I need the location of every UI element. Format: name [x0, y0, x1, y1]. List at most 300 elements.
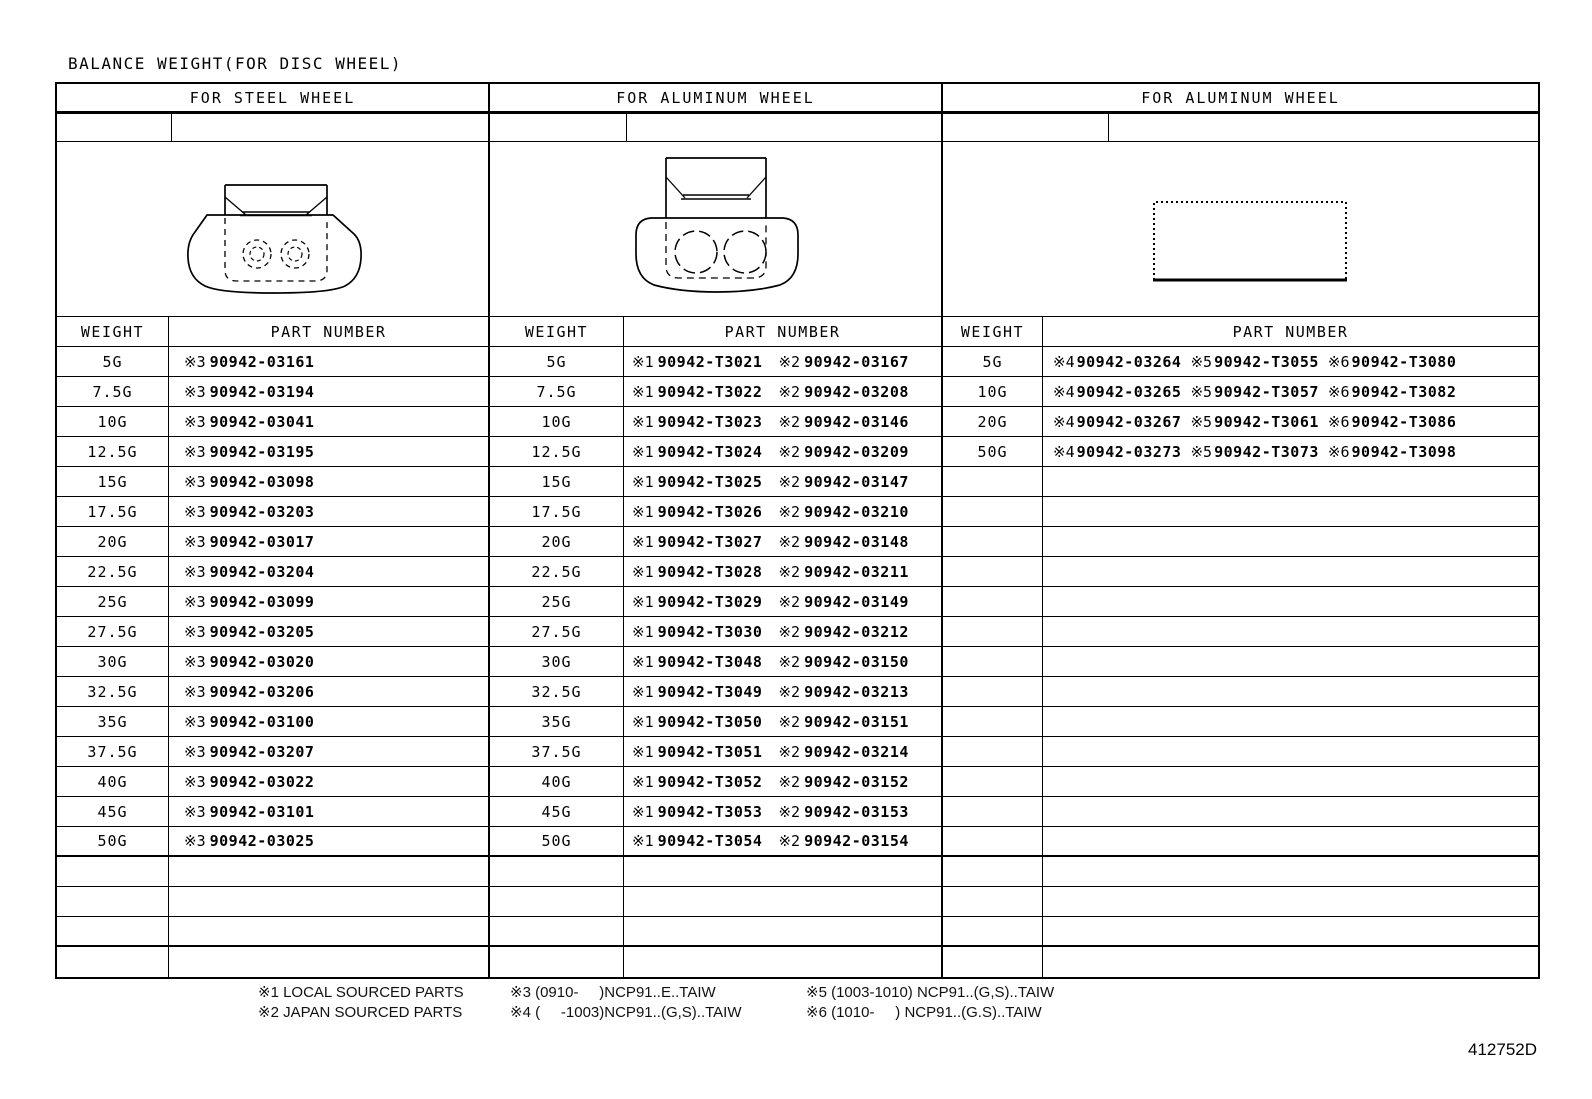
- table-row: [57, 707, 488, 737]
- table-body: [490, 347, 941, 977]
- part-number: 90942-03098: [209, 472, 315, 491]
- part-number: 90942-T3051: [657, 742, 763, 761]
- table-row: [57, 587, 488, 617]
- part-number: 90942-03211: [804, 562, 909, 581]
- part-number: 90942-T3027: [657, 532, 763, 551]
- part-entry: [1053, 413, 1181, 431]
- reference-mark: ※5: [1190, 382, 1213, 401]
- part-entry: [184, 563, 314, 581]
- part-number-cell: [1043, 527, 1538, 556]
- weight-cell: 20G: [57, 527, 169, 556]
- weight-cell: 32.5G: [57, 677, 169, 706]
- weight-cell: 30G: [490, 647, 624, 676]
- part-number-cell: [624, 587, 941, 616]
- part-entry: [184, 353, 314, 371]
- part-number: 90942-T3052: [657, 772, 763, 791]
- part-number: 90942-T3057: [1214, 382, 1319, 401]
- part-number-cell: [1043, 857, 1538, 886]
- part-number-cell: [169, 467, 488, 496]
- part-number: 90942-T3061: [1214, 412, 1319, 431]
- part-number-cell: [169, 647, 488, 676]
- weight-cell: [943, 947, 1043, 977]
- reference-mark: ※1: [632, 712, 654, 731]
- part-number-cell: [1043, 347, 1538, 376]
- part-number: 90942-03099: [209, 592, 315, 611]
- reference-mark: ※2: [778, 502, 801, 521]
- weight-cell: 35G: [57, 707, 169, 736]
- part-number: 90942-03203: [209, 502, 315, 521]
- reference-mark: ※3: [184, 502, 206, 521]
- reference-mark: ※2: [778, 352, 801, 371]
- part-entry: [632, 683, 762, 701]
- reference-mark: ※3: [184, 352, 206, 371]
- part-number-cell: [1043, 407, 1538, 436]
- table-row: [490, 707, 941, 737]
- table-row: [943, 467, 1538, 497]
- reference-mark: ※1: [632, 832, 654, 850]
- part-number-cell: [624, 947, 941, 977]
- table-row: [943, 617, 1538, 647]
- part-entry: [1190, 413, 1318, 431]
- reference-mark: ※1: [632, 442, 654, 461]
- table-row: [943, 557, 1538, 587]
- part-number: 90942-03195: [209, 442, 315, 461]
- weight-cell: [943, 467, 1043, 496]
- part-number: 90942-03025: [209, 832, 315, 850]
- reference-mark: ※2: [778, 592, 801, 611]
- reference-mark: ※1: [632, 532, 654, 551]
- part-number: 90942-03206: [209, 682, 315, 701]
- reference-mark: ※1: [632, 412, 654, 431]
- part-entry: [778, 383, 908, 401]
- table-row: [943, 857, 1538, 887]
- part-entry: [632, 503, 762, 521]
- weight-cell: 7.5G: [490, 377, 624, 406]
- part-number-cell: [1043, 677, 1538, 706]
- table-row: [943, 437, 1538, 467]
- reference-mark: ※1: [632, 382, 654, 401]
- part-number: 90942-T3050: [657, 712, 763, 731]
- part-entry: [778, 413, 908, 431]
- weight-cell: 15G: [57, 467, 169, 496]
- part-number: 90942-03100: [209, 712, 315, 731]
- part-entry: [632, 743, 762, 761]
- table-row: [57, 617, 488, 647]
- weight-cell: [943, 557, 1043, 586]
- part-entry: [632, 473, 762, 491]
- reference-mark: ※1: [632, 652, 654, 671]
- reference-mark: ※3: [184, 832, 206, 850]
- part-entry: [632, 383, 762, 401]
- part-entry: [778, 503, 908, 521]
- part-entry: [778, 653, 908, 671]
- table-body: [57, 347, 488, 977]
- reference-mark: ※3: [184, 532, 206, 551]
- table-row: [943, 377, 1538, 407]
- column-header-row: [57, 317, 488, 347]
- part-number-column-header: PART NUMBER: [724, 322, 841, 341]
- weight-cell: 37.5G: [490, 737, 624, 766]
- table-row: [943, 647, 1538, 677]
- reference-mark: ※3: [184, 472, 206, 491]
- weight-cell: 27.5G: [490, 617, 624, 646]
- adhesive-weight-drawing: [1152, 200, 1348, 282]
- footnote-3: ※3 (0910- )NCP91..E..TAIW: [510, 984, 716, 1001]
- table-row: [943, 797, 1538, 827]
- part-number-cell: [1043, 707, 1538, 736]
- weight-cell: 35G: [490, 707, 624, 736]
- reference-mark: ※1: [632, 802, 654, 821]
- part-number-cell: [624, 497, 941, 526]
- reference-mark: ※3: [184, 622, 206, 641]
- part-number: 90942-03148: [804, 532, 909, 551]
- weight-cell: 50G: [943, 437, 1043, 466]
- part-entry: [632, 533, 762, 551]
- part-number-cell: [169, 557, 488, 586]
- weight-cell: [57, 887, 169, 916]
- part-number: 90942-03265: [1076, 382, 1182, 401]
- part-number-cell: [169, 917, 488, 945]
- part-entry: [778, 773, 908, 791]
- weight-cell: 32.5G: [490, 677, 624, 706]
- part-number-cell: [169, 797, 488, 826]
- part-number-cell: [624, 797, 941, 826]
- weight-cell: [943, 587, 1043, 616]
- page-title: BALANCE WEIGHT(FOR DISC WHEEL): [68, 54, 402, 73]
- part-number: 90942-T3048: [657, 652, 763, 671]
- reference-mark: ※6: [1327, 352, 1350, 371]
- weight-cell: 12.5G: [57, 437, 169, 466]
- weight-column-header: WEIGHT: [490, 317, 624, 346]
- part-entry: [1328, 383, 1456, 401]
- reference-mark: ※3: [184, 382, 206, 401]
- part-number-cell: [1043, 377, 1538, 406]
- part-number-cell: [169, 527, 488, 556]
- part-number-cell: [169, 617, 488, 646]
- weight-cell: 5G: [490, 347, 624, 376]
- part-number: 90942-03022: [209, 772, 315, 791]
- part-entry: [778, 832, 908, 850]
- weight-cell: 50G: [490, 827, 624, 855]
- part-number-cell: [624, 557, 941, 586]
- weight-column-header: WEIGHT: [57, 317, 169, 346]
- part-entry: [184, 653, 314, 671]
- part-entry: [184, 743, 314, 761]
- weight-cell: 15G: [490, 467, 624, 496]
- part-number: 90942-03214: [804, 742, 909, 761]
- part-number-cell: [169, 947, 488, 977]
- part-number: 90942-T3025: [657, 472, 763, 491]
- reference-mark: ※6: [1327, 412, 1350, 431]
- table-row: [57, 557, 488, 587]
- part-entry: [184, 383, 314, 401]
- table-row: [57, 377, 488, 407]
- footnote-1: ※1 LOCAL SOURCED PARTS: [258, 984, 464, 1001]
- weight-cell: [943, 677, 1043, 706]
- divider: [171, 114, 172, 141]
- table-row: [490, 437, 941, 467]
- part-number: 90942-03207: [209, 742, 315, 761]
- weight-cell: 10G: [490, 407, 624, 436]
- part-number: 90942-T3073: [1214, 442, 1319, 461]
- table-row: [57, 827, 488, 857]
- reference-mark: ※1: [632, 742, 654, 761]
- part-number-cell: [1043, 887, 1538, 916]
- weight-cell: 5G: [57, 347, 169, 376]
- part-number: 90942-T3053: [657, 802, 763, 821]
- weight-cell: [943, 887, 1043, 916]
- weight-cell: 40G: [490, 767, 624, 796]
- table-row: [943, 827, 1538, 857]
- reference-mark: ※3: [184, 562, 206, 581]
- part-number-cell: [624, 617, 941, 646]
- part-entry: [778, 443, 908, 461]
- reference-mark: ※2: [778, 712, 801, 731]
- part-number-cell: [1043, 947, 1538, 977]
- part-number: 90942-03267: [1076, 412, 1182, 431]
- table-row: [943, 887, 1538, 917]
- table-row: [943, 737, 1538, 767]
- part-number: 90942-03209: [804, 442, 909, 461]
- part-entry: [1190, 443, 1318, 461]
- document-id: 412752D: [1468, 1040, 1538, 1059]
- section-header: FOR STEEL WHEEL: [57, 84, 488, 114]
- reference-mark: ※2: [778, 562, 801, 581]
- weight-column-header: WEIGHT: [943, 317, 1043, 346]
- reference-mark: ※1: [632, 682, 654, 701]
- weight-cell: 27.5G: [57, 617, 169, 646]
- weight-cell: [943, 707, 1043, 736]
- part-number-cell: [624, 707, 941, 736]
- table-row: [490, 377, 941, 407]
- table-row: [490, 557, 941, 587]
- table-row: [490, 917, 941, 947]
- part-number-cell: [624, 347, 941, 376]
- weight-cell: [490, 857, 624, 886]
- part-entry: [184, 683, 314, 701]
- table-row: [943, 917, 1538, 947]
- part-number: 90942-T3026: [657, 502, 763, 521]
- reference-mark: ※4: [1053, 412, 1075, 431]
- table-row: [943, 407, 1538, 437]
- section-aluminum-wheel-1: [490, 84, 943, 977]
- reference-mark: ※5: [1190, 412, 1213, 431]
- table-row: [490, 947, 941, 977]
- part-entry: [184, 413, 314, 431]
- weight-cell: [943, 767, 1043, 796]
- part-entry: [632, 803, 762, 821]
- part-entry: [632, 713, 762, 731]
- table-row: [57, 737, 488, 767]
- weight-cell: [943, 857, 1043, 886]
- part-number-cell: [1043, 497, 1538, 526]
- part-number: 90942-T3049: [657, 682, 763, 701]
- part-number-cell: [169, 857, 488, 886]
- part-number-cell: [169, 737, 488, 766]
- part-number: 90942-T3028: [657, 562, 763, 581]
- part-number-cell: [1043, 827, 1538, 855]
- part-entry: [632, 413, 762, 431]
- table-body: [943, 347, 1538, 977]
- split-row: [943, 114, 1538, 142]
- table-row: [490, 797, 941, 827]
- part-number-cell: [169, 377, 488, 406]
- weight-cell: [490, 887, 624, 916]
- balance-weight-table: [55, 82, 1540, 979]
- table-row: [490, 497, 941, 527]
- part-entry: [632, 773, 762, 791]
- table-row: [57, 857, 488, 887]
- split-row: [490, 114, 941, 142]
- part-number-cell: [169, 407, 488, 436]
- part-number-cell: [1043, 737, 1538, 766]
- table-row: [57, 497, 488, 527]
- part-number-cell: [624, 827, 941, 855]
- image-cell: [490, 142, 941, 317]
- part-number: 90942-03149: [804, 592, 909, 611]
- part-entry: [1190, 383, 1318, 401]
- part-entry: [778, 713, 908, 731]
- part-number-cell: [169, 887, 488, 916]
- table-row: [943, 347, 1538, 377]
- reference-mark: ※2: [778, 472, 801, 491]
- weight-cell: 12.5G: [490, 437, 624, 466]
- reference-mark: ※6: [1327, 382, 1350, 401]
- part-number-cell: [169, 347, 488, 376]
- reference-mark: ※1: [632, 772, 654, 791]
- part-number: 90942-T3098: [1351, 442, 1457, 461]
- part-number-cell: [624, 407, 941, 436]
- weight-cell: [943, 797, 1043, 826]
- part-number: 90942-T3082: [1351, 382, 1457, 401]
- weight-cell: 7.5G: [57, 377, 169, 406]
- part-entry: [632, 832, 762, 850]
- reference-mark: ※4: [1053, 382, 1075, 401]
- reference-mark: ※3: [184, 592, 206, 611]
- weight-cell: [57, 947, 169, 977]
- reference-mark: ※3: [184, 442, 206, 461]
- part-number: 90942-03151: [804, 712, 909, 731]
- reference-mark: ※1: [632, 562, 654, 581]
- weight-cell: [943, 917, 1043, 945]
- part-number: 90942-03264: [1076, 352, 1182, 371]
- part-entry: [184, 623, 314, 641]
- reference-mark: ※1: [632, 622, 654, 641]
- weight-cell: 20G: [943, 407, 1043, 436]
- part-number: 90942-T3030: [657, 622, 763, 641]
- steel-wheel-clip-weight-drawing: [183, 184, 365, 300]
- weight-cell: 10G: [57, 407, 169, 436]
- part-number-cell: [169, 677, 488, 706]
- table-row: [490, 827, 941, 857]
- part-entry: [632, 353, 762, 371]
- table-row: [943, 527, 1538, 557]
- table-row: [57, 767, 488, 797]
- weight-cell: 20G: [490, 527, 624, 556]
- part-number-cell: [1043, 467, 1538, 496]
- weight-cell: [943, 737, 1043, 766]
- part-number-column-header: PART NUMBER: [1232, 322, 1349, 341]
- reference-mark: ※2: [778, 652, 801, 671]
- weight-cell: 45G: [57, 797, 169, 826]
- part-entry: [184, 593, 314, 611]
- part-entry: [184, 473, 314, 491]
- weight-cell: 22.5G: [490, 557, 624, 586]
- reference-mark: ※4: [1053, 442, 1075, 461]
- table-row: [57, 677, 488, 707]
- part-number-cell: [624, 437, 941, 466]
- part-number: 90942-03017: [209, 532, 315, 551]
- weight-cell: [943, 647, 1043, 676]
- table-row: [943, 947, 1538, 977]
- reference-mark: ※1: [632, 352, 654, 371]
- reference-mark: ※4: [1053, 352, 1075, 371]
- weight-cell: 17.5G: [490, 497, 624, 526]
- part-number-cell: [169, 767, 488, 796]
- part-entry: [778, 353, 908, 371]
- table-row: [943, 707, 1538, 737]
- part-entry: [184, 803, 314, 821]
- part-number: 90942-03153: [804, 802, 909, 821]
- part-number: 90942-T3021: [657, 352, 763, 371]
- part-number-cell: [624, 887, 941, 916]
- reference-mark: ※1: [632, 502, 654, 521]
- reference-mark: ※2: [778, 382, 801, 401]
- part-number: 90942-03273: [1076, 442, 1182, 461]
- part-number-cell: [624, 677, 941, 706]
- table-row: [57, 797, 488, 827]
- part-number-column-header: PART NUMBER: [270, 322, 387, 341]
- table-row: [57, 347, 488, 377]
- part-entry: [778, 593, 908, 611]
- footnote-6: ※6 (1010- ) NCP91..(G.S)..TAIW: [806, 1004, 1042, 1021]
- weight-cell: [490, 947, 624, 977]
- weight-cell: 25G: [490, 587, 624, 616]
- section-header: FOR ALUMINUM WHEEL: [490, 84, 941, 114]
- part-entry: [778, 563, 908, 581]
- reference-mark: ※3: [184, 712, 206, 731]
- weight-cell: 22.5G: [57, 557, 169, 586]
- table-row: [57, 887, 488, 917]
- part-entry: [778, 803, 908, 821]
- aluminum-wheel-clip-weight-drawing: [631, 157, 803, 299]
- weight-cell: [490, 917, 624, 945]
- part-entry: [1328, 353, 1456, 371]
- table-row: [490, 887, 941, 917]
- weight-cell: [57, 857, 169, 886]
- part-entry: [184, 503, 314, 521]
- part-number: 90942-03204: [209, 562, 315, 581]
- part-number-cell: [1043, 617, 1538, 646]
- part-entry: [1328, 443, 1456, 461]
- reference-mark: ※2: [778, 802, 801, 821]
- reference-mark: ※3: [184, 412, 206, 431]
- reference-mark: ※2: [778, 532, 801, 551]
- part-entry: [1053, 443, 1181, 461]
- reference-mark: ※2: [778, 742, 801, 761]
- part-number-cell: [1043, 767, 1538, 796]
- image-cell: [57, 142, 488, 317]
- part-entry: [184, 443, 314, 461]
- part-number-cell: [624, 917, 941, 945]
- part-entry: [632, 593, 762, 611]
- part-entry: [632, 623, 762, 641]
- weight-cell: 30G: [57, 647, 169, 676]
- part-number: 90942-03020: [209, 652, 315, 671]
- part-entry: [184, 533, 314, 551]
- part-entry: [184, 713, 314, 731]
- part-entry: [1190, 353, 1318, 371]
